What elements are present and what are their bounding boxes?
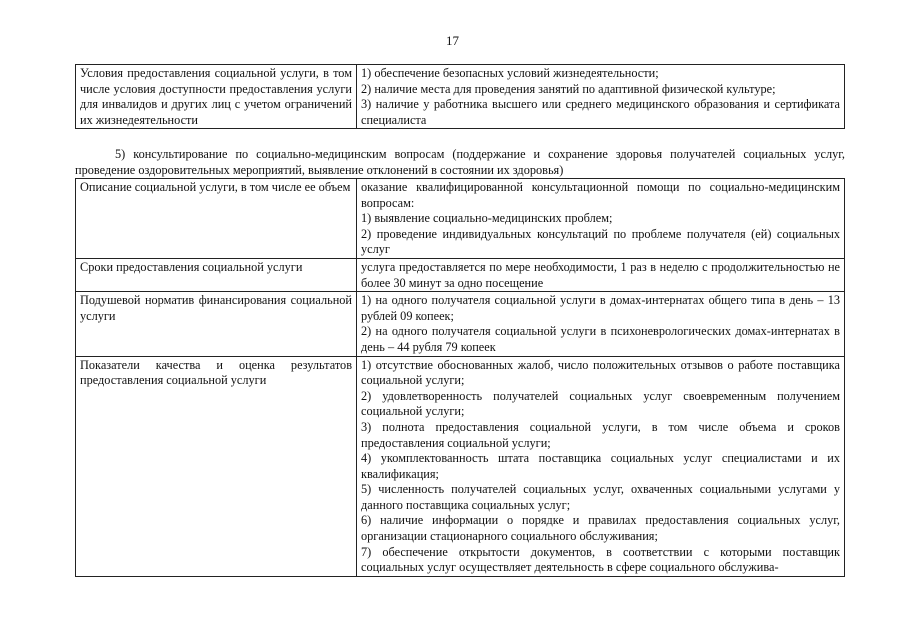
- row-content: [357, 292, 845, 356]
- list-item: 1) выявление социально-медицинских проблем;: [361, 211, 613, 226]
- list-item: 2) наличие места для проведения занятий по адаптивной физической культуре;: [361, 81, 776, 96]
- list-item: 3) полнота предоставления социальной услуги, в том числе объема и сроков предоставления социальной услуги;: [361, 419, 840, 450]
- table-row: [76, 65, 845, 129]
- service-table: [75, 178, 845, 577]
- table-row: [76, 292, 845, 356]
- table-row: [76, 258, 845, 291]
- list-item: 6) наличие информации о порядке и правилах предоставления социальных услуг, организации стационарного социального обслуживания;: [361, 513, 840, 544]
- list-item: 1) на одного получателя социальной услуги в домах-интернатах общего типа в день – 13 рублей 09 копеек;: [361, 293, 840, 323]
- row-content: [357, 65, 845, 129]
- table-row: [76, 179, 845, 259]
- row-label: Подушевой норматив финансирования социальной услуги: [76, 292, 357, 356]
- conditions-table: [75, 64, 845, 129]
- list-item: 1) обеспечение безопасных условий жизнедеятельности;: [361, 66, 659, 80]
- list-item: услуга предоставляется по мере необходимости, 1 раз в неделю с продолжительностью не более 30 минут за одно посещение: [361, 259, 840, 290]
- row-label: Условия предоставления социальной услуги, в том числе условия доступности предоставления услуги для инвалидов и других лиц с учетом ограничений их жизнедеятельности: [76, 65, 357, 129]
- row-label: Описание социальной услуги, в том числе ее объем: [76, 179, 357, 259]
- row-content: [357, 258, 845, 291]
- list-item: 1) отсутствие обоснованных жалоб, число положительных отзывов о работе поставщика социальной услуги;: [361, 357, 840, 388]
- table-row: [76, 356, 845, 576]
- list-item: оказание квалифицированной консультационной помощи по социально-медицинским вопросам:: [361, 180, 840, 210]
- row-content: [357, 356, 845, 576]
- list-item: 2) на одного получателя социальной услуги в психоневрологических домах-интернатах в день – 44 рубля 79 копеек: [361, 324, 840, 354]
- list-item: 4) укомплектованность штата поставщика социальных услуг специалистами и их квалификация;: [361, 451, 840, 481]
- row-label: Сроки предоставления социальной услуги: [76, 258, 357, 291]
- list-item: 7) обеспечение открытости документов, в соответствии с которыми поставщик социальных услуг осуществляет деятельность в сфере социального обслужива-: [361, 544, 840, 575]
- list-item: 2) проведение индивидуальных консультаций по проблеме получателя (ей) социальных услуг: [361, 226, 840, 257]
- row-content: [357, 179, 845, 259]
- list-item: 5) численность получателей социальных услуг, охваченных социальными услугами у данного поставщика социальных услуг;: [361, 482, 840, 512]
- page-number: 17: [446, 33, 459, 48]
- list-item: 3) наличие у работника высшего или среднего медицинского образования и сертификата специалиста: [361, 97, 840, 127]
- section-heading: 5) консультирование по социально-медицинским вопросам (поддержание и сохранение здоровья получателей социальных услуг, проведение оздоровительных мероприятий, выявление отклонений в состоянии их здоровья): [75, 147, 845, 177]
- row-label: Показатели качества и оценка результатов предоставления социальной услуги: [76, 356, 357, 576]
- list-item: 2) удовлетворенность получателей социальных услуг своевременным получением социальной услуги;: [361, 388, 840, 419]
